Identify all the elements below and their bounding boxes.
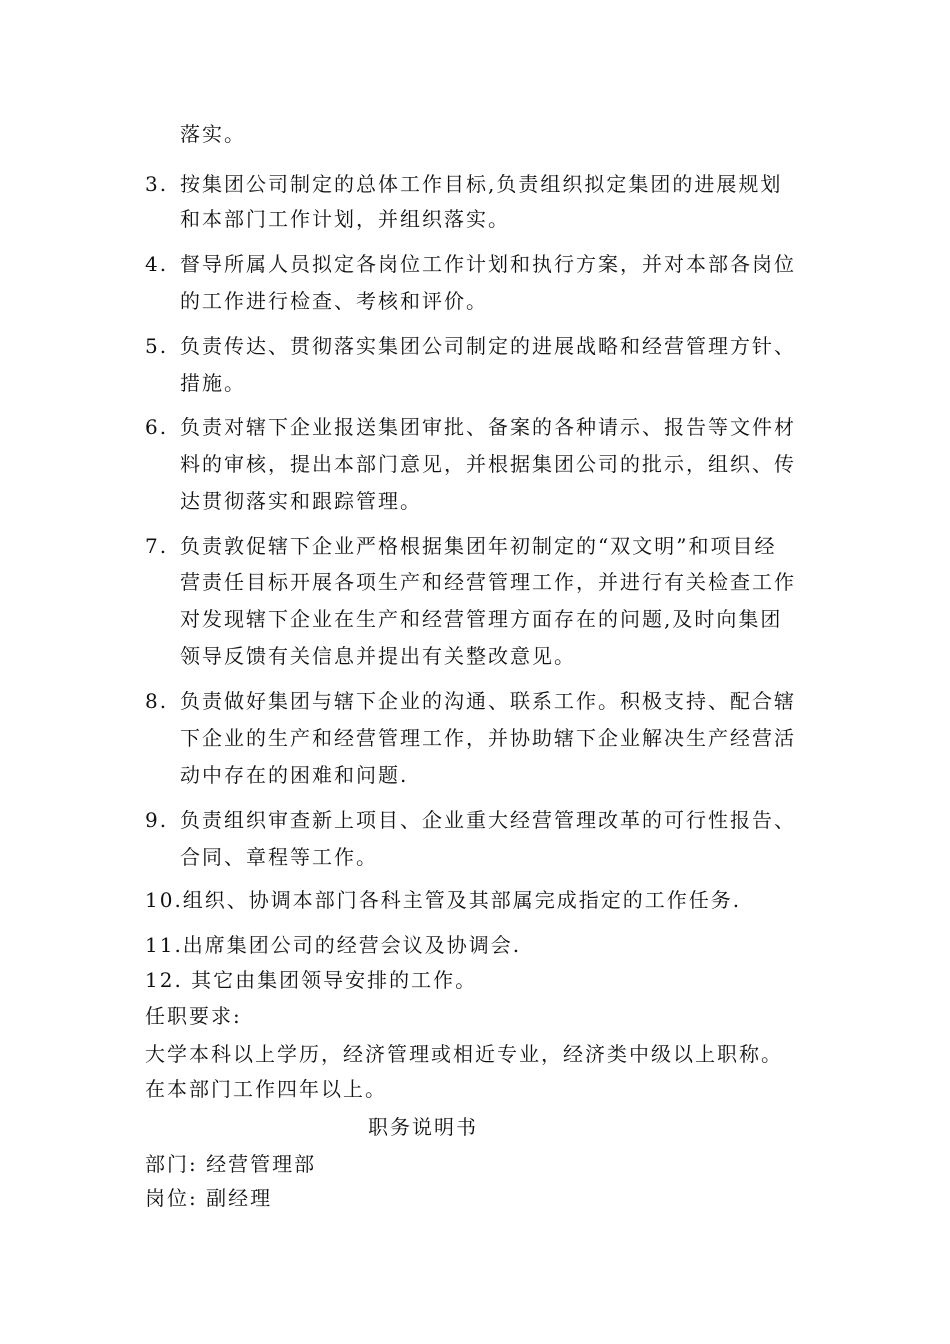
item-4-line-2: 的工作进行检查、考核和评价。 xyxy=(180,289,488,313)
item-5-line-1: 负责传达、贯彻落实集团公司制定的进展战略和经营管理方针、 xyxy=(180,334,796,358)
item-4-line-1: 督导所属人员拟定各岗位工作计划和执行方案，并对本部各岗位 xyxy=(180,252,796,276)
item-3-line-2: 和本部门工作计划，并组织落实。 xyxy=(180,207,510,231)
item-8-line-3: 动中存在的困难和问题. xyxy=(180,763,409,787)
requirements-heading: 任职要求: xyxy=(145,1004,242,1028)
section-title: 职务说明书 xyxy=(368,1115,478,1139)
continuation-line: 落实。 xyxy=(180,122,246,146)
item-9-line-1: 负责组织审查新上项目、企业重大经营管理改革的可行性报告、 xyxy=(180,808,796,832)
item-5-line-2: 措施。 xyxy=(180,371,246,395)
item-9-line-2: 合同、章程等工作。 xyxy=(180,845,378,869)
item-number-8: 8. xyxy=(145,689,169,713)
item-6-line-3: 达贯彻落实和跟踪管理。 xyxy=(180,489,422,513)
item-10: 10.组织、协调本部门各科主管及其部属完成指定的工作任务. xyxy=(145,888,742,912)
item-number-3: 3. xyxy=(145,172,169,196)
item-number-7: 7. xyxy=(145,534,169,558)
item-12: 12. 其它由集团领导安排的工作。 xyxy=(145,968,478,992)
item-number-6: 6. xyxy=(145,415,169,439)
item-number-5: 5. xyxy=(145,334,169,358)
item-8-line-1: 负责做好集团与辖下企业的沟通、联系工作。积极支持、配合辖 xyxy=(180,689,796,713)
item-7-line-1: 负责敦促辖下企业严格根据集团年初制定的“双文明”和项目经 xyxy=(180,534,777,558)
item-number-4: 4. xyxy=(145,252,169,276)
item-6-line-2: 料的审核，提出本部门意见，并根据集团公司的批示，组织、传 xyxy=(180,452,796,476)
item-number-9: 9. xyxy=(145,808,169,832)
item-7-line-3: 对发现辖下企业在生产和经营管理方面存在的问题,及时向集团 xyxy=(180,607,783,631)
item-3-line-1: 按集团公司制定的总体工作目标,负责组织拟定集团的进展规划 xyxy=(180,172,783,196)
item-7-line-2: 营责任目标开展各项生产和经营管理工作，并进行有关检查工作 xyxy=(180,570,796,594)
requirements-line-1: 大学本科以上学历，经济管理或相近专业，经济类中级以上职称。 xyxy=(145,1042,783,1066)
position-line: 岗位: 副经理 xyxy=(145,1186,273,1210)
department-line: 部门: 经营管理部 xyxy=(145,1152,317,1176)
item-7-line-4: 领导反馈有关信息并提出有关整改意见。 xyxy=(180,644,576,668)
item-11: 11.出席集团公司的经营会议及协调会. xyxy=(145,933,522,957)
item-6-line-1: 负责对辖下企业报送集团审批、备案的各种请示、报告等文件材 xyxy=(180,415,796,439)
requirements-line-2: 在本部门工作四年以上。 xyxy=(145,1077,387,1101)
item-8-line-2: 下企业的生产和经营管理工作，并协助辖下企业解决生产经营活 xyxy=(180,726,796,750)
